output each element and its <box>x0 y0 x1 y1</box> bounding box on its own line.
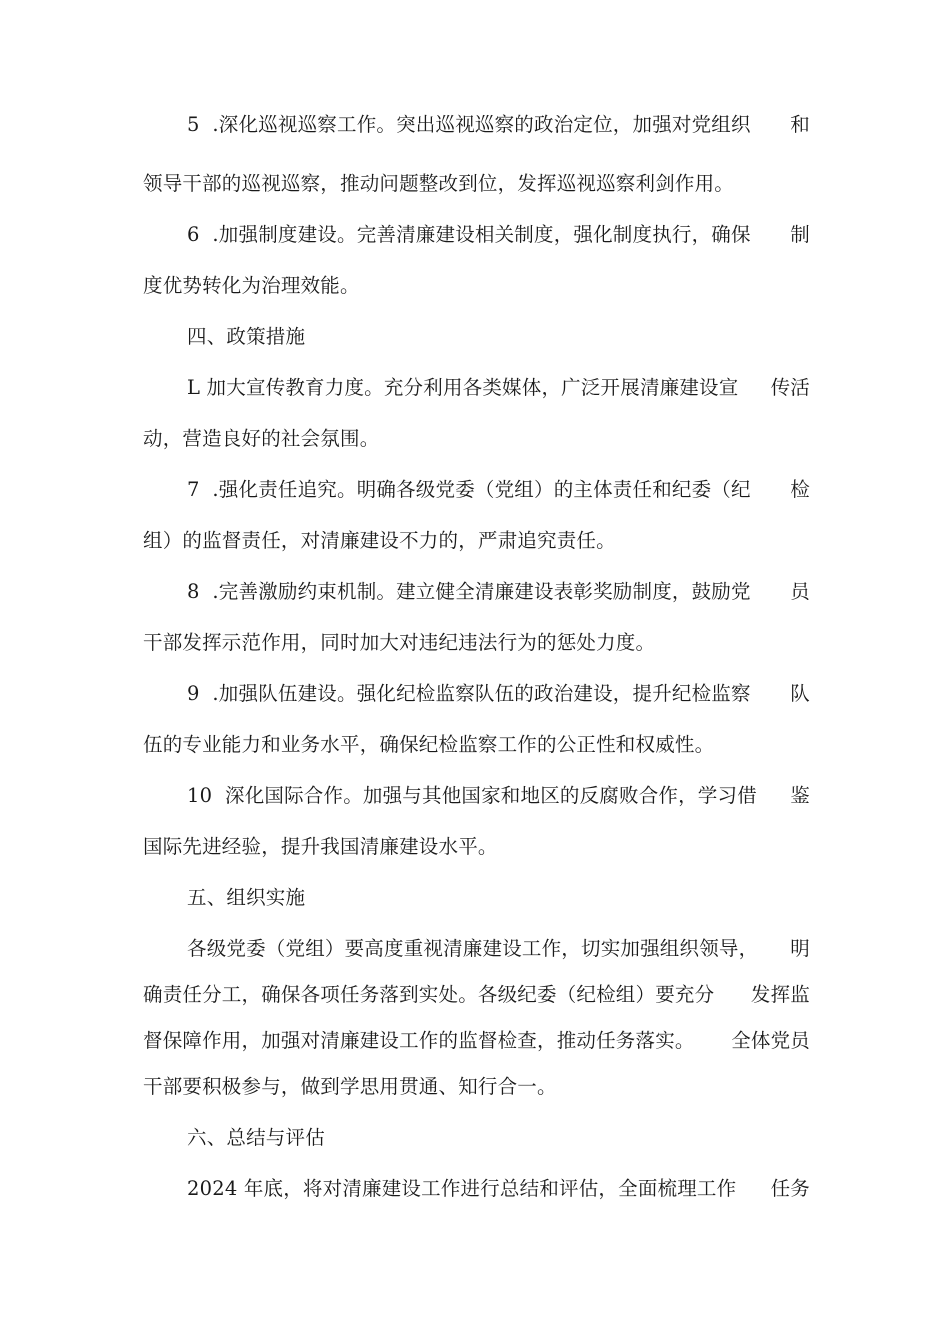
paragraph-5-line-2: 领导干部的巡视巡察，推动问题整改到位，发挥巡视巡察利剑作用。 <box>143 172 735 195</box>
text-segment: 员 <box>790 580 810 603</box>
section-heading-policy: 四、政策措施 <box>187 325 306 348</box>
text-segment: 9 .加强队伍建设。强化纪检监察队伍的政治建设，提升纪检监察 <box>187 682 751 705</box>
implementation-line-3 <box>143 1028 810 1054</box>
text-segment: 5 .深化巡视巡察工作。突出巡视巡察的政治定位，加强对党组织 <box>187 113 751 136</box>
measure-7-line-1 <box>187 477 810 503</box>
text-segment: 和 <box>790 113 810 136</box>
text-segment: 7 .强化责任追究。明确各级党委（党组）的主体责任和纪委（纪 <box>187 478 751 501</box>
section-heading-implementation: 五、组织实施 <box>187 886 306 909</box>
measure-7-line-2: 组）的监督责任，对清廉建设不力的，严肃追究责任。 <box>143 529 616 552</box>
paragraph-5-line-1 <box>187 112 810 138</box>
text-segment: 发挥监 <box>750 983 810 1006</box>
implementation-line-2 <box>143 982 810 1008</box>
text-segment: 督保障作用，加强对清廉建设工作的监督检查，推动任务落实。 <box>143 1029 695 1052</box>
measure-8-line-2: 干部发挥示范作用，同时加大对违纪违法行为的惩处力度。 <box>143 631 656 654</box>
text-segment: 确责任分工，确保各项任务落到实处。各级纪委（纪检组）要充分 <box>143 983 715 1006</box>
text-segment: 2024 年底，将对清廉建设工作进行总结和评估，全面梳理工作 <box>187 1177 737 1200</box>
measure-9-line-2: 伍的专业能力和业务水平，确保纪检监察工作的公正性和权威性。 <box>143 733 715 756</box>
text-segment: 各级党委（党组）要高度重视清廉建设工作，切实加强组织领导， <box>187 937 759 960</box>
measure-1-line-1 <box>187 375 810 401</box>
text-segment: 6 .加强制度建设。完善清廉建设相关制度，强化制度执行，确保 <box>187 223 751 246</box>
text-segment: 明 <box>790 937 810 960</box>
measure-1-line-2: 动，营造良好的社会氛围。 <box>143 427 380 450</box>
measure-10-line-2: 国际先进经验，提升我国清廉建设水平。 <box>143 835 498 858</box>
text-segment: 队 <box>790 682 810 705</box>
measure-10-line-1 <box>187 783 810 809</box>
implementation-line-1 <box>187 936 810 962</box>
paragraph-6-line-1 <box>187 222 810 248</box>
text-segment: 10 深化国际合作。加强与其他国家和地区的反腐败合作，学习借 <box>187 784 757 807</box>
text-segment: 任务 <box>770 1177 810 1200</box>
measure-8-line-1 <box>187 579 810 605</box>
paragraph-6-line-2: 度优势转化为治理效能。 <box>143 274 360 297</box>
measure-9-line-1 <box>187 681 810 707</box>
text-segment: L 加大宣传教育力度。充分利用各类媒体，广泛开展清廉建设宣 <box>187 376 739 399</box>
text-segment: 检 <box>790 478 810 501</box>
section-heading-summary: 六、总结与评估 <box>187 1126 325 1149</box>
text-segment: 8 .完善激励约束机制。建立健全清廉建设表彰奖励制度，鼓励党 <box>187 580 751 603</box>
text-segment: 鉴 <box>790 784 810 807</box>
text-segment: 传活 <box>770 376 810 399</box>
text-segment: 制 <box>790 223 810 246</box>
summary-line-1 <box>187 1176 810 1202</box>
text-segment: 全体党员 <box>731 1029 810 1052</box>
implementation-line-4: 干部要积极参与，做到学思用贯通、知行合一。 <box>143 1075 557 1098</box>
